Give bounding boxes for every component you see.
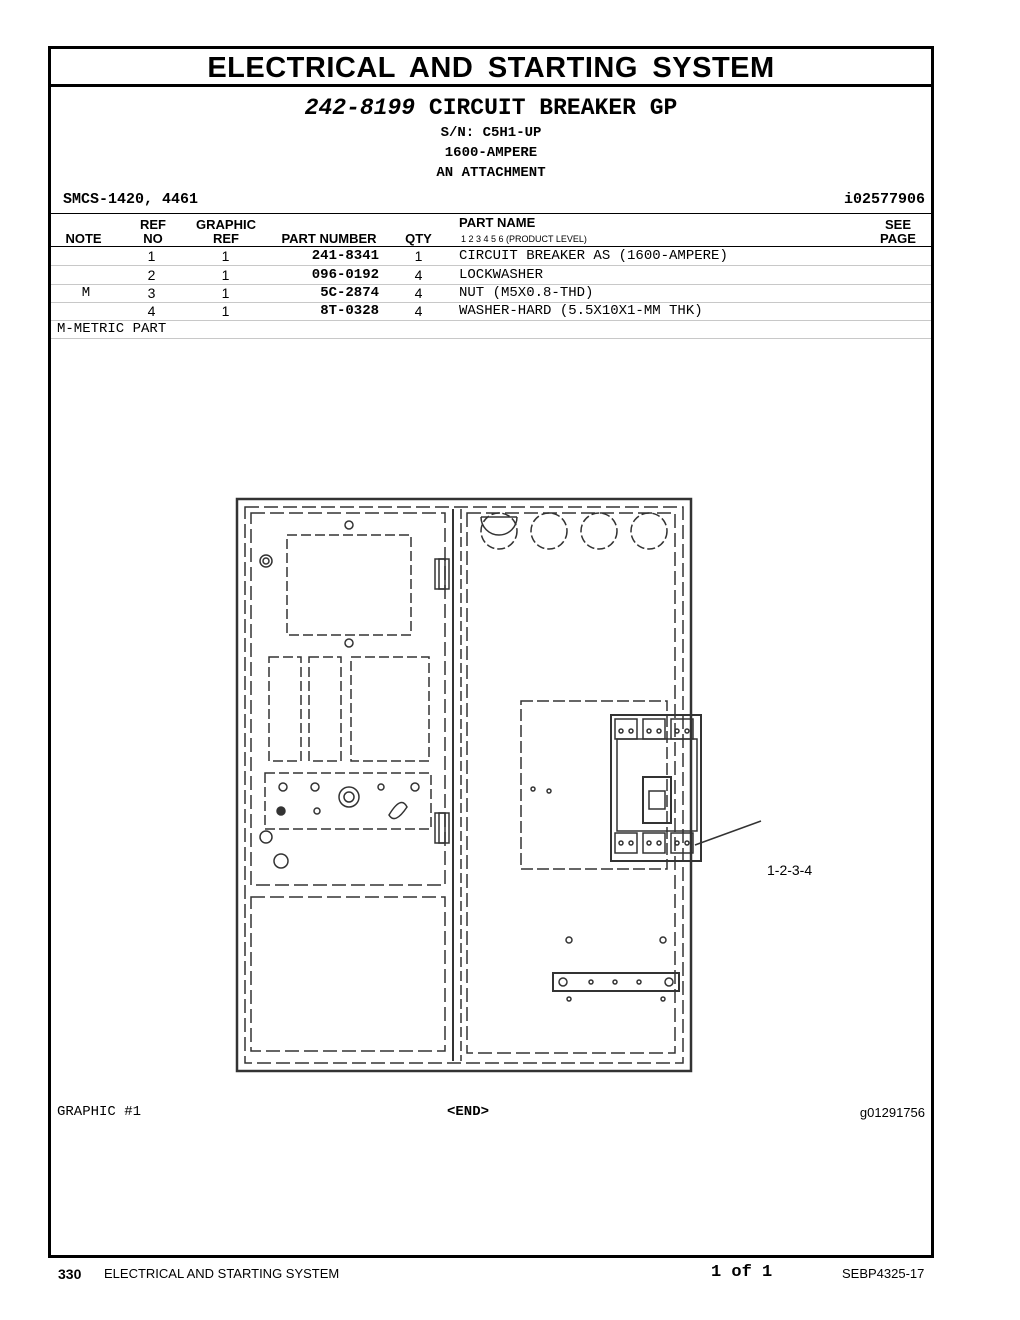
footer-page-count: 1 of 1 <box>711 1263 773 1282</box>
row-divider <box>51 320 931 321</box>
footer-page-number: 330 <box>58 1266 82 1282</box>
row-part-name: WASHER-HARD (5.5X10X1-MM THK) <box>459 303 703 319</box>
group-title <box>51 95 931 121</box>
illustration-id: i02577906 <box>843 191 925 208</box>
product-level: 1 2 3 4 5 6 (PRODUCT LEVEL) <box>461 234 587 244</box>
row-ref: 4 <box>147 303 156 319</box>
row-graphic-ref: 1 <box>221 285 230 301</box>
row-qty: 4 <box>414 285 423 301</box>
table-row <box>51 247 931 265</box>
header-note: NOTE <box>65 231 102 246</box>
serial-number: S/N: C5H1-UP <box>440 125 542 141</box>
row-qty: 4 <box>414 303 423 319</box>
graphic-label: GRAPHIC #1 <box>57 1104 142 1120</box>
header-ref-bottom: NO <box>143 231 163 246</box>
row-note: M <box>81 285 91 301</box>
header-qty: QTY <box>405 231 432 246</box>
row-part-number: 8T-0328 <box>320 303 379 319</box>
table-row <box>51 302 931 320</box>
row-part-name: CIRCUIT BREAKER AS (1600-AMPERE) <box>459 248 728 264</box>
metric-footnote: M-METRIC PART <box>57 321 167 337</box>
attachment-type: AN ATTACHMENT <box>436 165 546 181</box>
row-part-number: 241-8341 <box>311 248 379 264</box>
row-graphic-ref: 1 <box>221 303 230 319</box>
smcs-code: SMCS-1420, 4461 <box>63 191 199 208</box>
header-see-bottom: PAGE <box>880 231 916 246</box>
section-title: ELECTRICAL AND STARTING SYSTEM <box>207 52 775 84</box>
header-graphic-top: GRAPHIC <box>196 217 256 232</box>
row-graphic-ref: 1 <box>221 267 230 283</box>
row-part-number: 096-0192 <box>311 267 379 283</box>
row-ref: 1 <box>147 248 156 264</box>
end-marker: <END> <box>447 1104 490 1120</box>
table-row <box>51 266 931 284</box>
row-ref: 3 <box>147 285 156 301</box>
page-frame <box>48 46 934 1258</box>
row-part-name: NUT (M5X0.8-THD) <box>459 285 594 301</box>
group-part-number: 242-8199 <box>304 95 416 121</box>
footer-document-id: SEBP4325-17 <box>842 1266 925 1281</box>
row-divider <box>51 338 931 339</box>
row-ref: 2 <box>147 267 156 283</box>
row-part-name: LOCKWASHER <box>459 267 544 283</box>
header-part-name: PART NAME <box>459 215 536 230</box>
rating: 1600-AMPERE <box>444 145 538 161</box>
group-name: CIRCUIT BREAKER GP <box>428 95 678 121</box>
row-qty: 4 <box>414 267 423 283</box>
table-top-rule <box>51 213 931 214</box>
row-graphic-ref: 1 <box>221 248 230 264</box>
callout-label: 1-2-3-4 <box>767 862 813 878</box>
footer-section: ELECTRICAL AND STARTING SYSTEM <box>104 1266 340 1281</box>
table-row <box>51 284 931 302</box>
circuit-breaker-panel-drawing <box>231 495 813 1075</box>
graphic-id: g01291756 <box>859 1105 925 1120</box>
header-part-number: PART NUMBER <box>281 231 377 246</box>
header-ref-top: REF <box>140 217 166 232</box>
row-part-number: 5C-2874 <box>320 285 379 301</box>
row-qty: 1 <box>414 248 423 264</box>
header-see-top: SEE <box>884 217 911 232</box>
header-graphic-bottom: REF <box>213 231 239 246</box>
title-divider <box>51 84 931 87</box>
